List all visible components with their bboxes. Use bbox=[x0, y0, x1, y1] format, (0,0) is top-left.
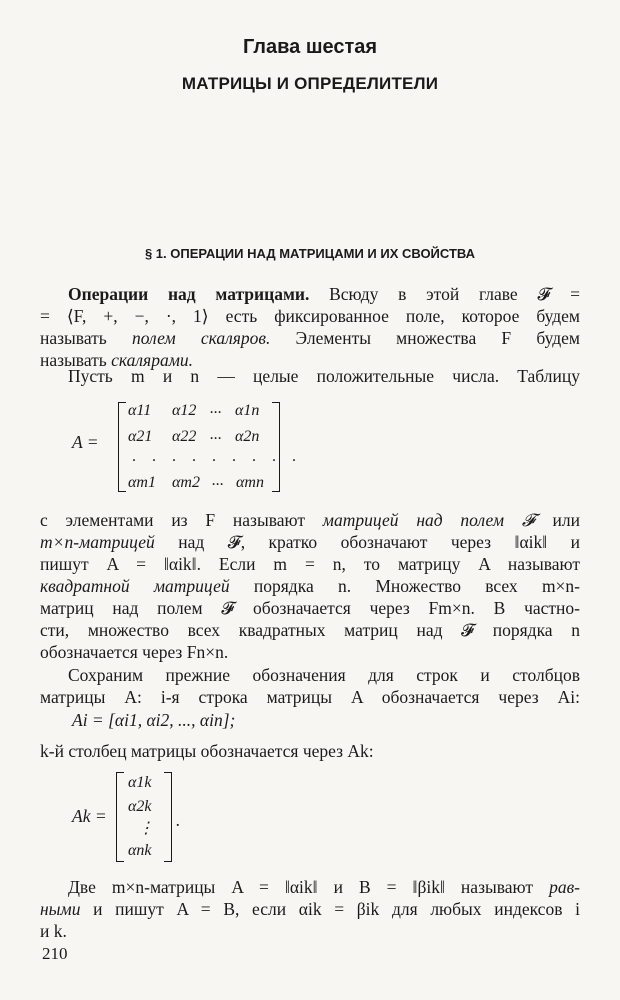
paragraph-5-line-1: k-й столбец матрицы обозначается через Ak: bbox=[40, 741, 374, 761]
matrix-ak-left-bracket bbox=[116, 772, 124, 862]
paragraph-1-line-2: = ⟨F, +, −, ·, 1⟩ есть фиксированное поле, которое будем bbox=[40, 306, 580, 326]
paragraph-1-line-3: называть полем скаляров. Элементы множества F будем bbox=[40, 328, 580, 348]
matrix-cell: ... bbox=[210, 426, 222, 443]
paragraph-3-line-2: m×n-матрицей над 𝓕, кратко обозначают через ‖αik‖ и bbox=[40, 532, 580, 552]
row-formula: Ai = [αi1, αi2, ..., αin]; bbox=[72, 710, 236, 730]
paragraph-4-line-1: Сохраним прежние обозначения для строк и столбцов bbox=[68, 665, 580, 685]
matrix-cell: α2n bbox=[235, 428, 260, 445]
paragraph-1-line-4: называть скалярами. bbox=[40, 350, 193, 370]
chapter-number: Глава шестая bbox=[242, 36, 378, 58]
matrix-cell: α11 bbox=[128, 402, 152, 419]
matrix-a-label: A = bbox=[72, 432, 99, 452]
paragraph-3-line-4: квадратной матрицей порядка n. Множество всех m×n- bbox=[40, 576, 580, 596]
matrix-cell: α2k bbox=[128, 798, 152, 815]
matrix-cell: α21 bbox=[128, 428, 153, 445]
paragraph-1-line-1: Операции над матрицами. Всюду в этой главе 𝓕 = bbox=[68, 284, 580, 304]
paragraph-6-line-2: ными и пишут A = B, если αik = βik для любых индексов i bbox=[40, 899, 580, 919]
matrix-cell: αmn bbox=[236, 474, 264, 491]
matrix-a-left-bracket bbox=[118, 402, 126, 492]
matrix-cell: αnk bbox=[128, 842, 152, 859]
chapter-title: МАТРИЦЫ И ОПРЕДЕЛИТЕЛИ bbox=[181, 74, 439, 93]
matrix-cell: ⋮ bbox=[138, 820, 154, 837]
paragraph-6-line-1: Две m×n-матрицы A = ‖αik‖ и B = ‖βik‖ называют рав- bbox=[68, 877, 580, 897]
matrix-ak-right-bracket bbox=[164, 772, 172, 862]
paragraph-heading: Операции над матрицами. bbox=[68, 284, 310, 304]
paragraph-3-line-5: матриц над полем 𝓕 обозначается через Fm×n. В частно- bbox=[40, 598, 580, 618]
matrix-cell: α22 bbox=[172, 428, 197, 445]
matrix-cell: α1k bbox=[128, 774, 152, 791]
paragraph-3-line-7: обозначается через Fn×n. bbox=[40, 642, 229, 662]
matrix-ak-period: . bbox=[176, 810, 181, 830]
matrix-a-right-bracket bbox=[272, 402, 280, 492]
paragraph-3-line-6: сти, множество всех квадратных матриц над 𝓕 порядка n bbox=[40, 620, 580, 640]
matrix-ak-label: Ak = bbox=[72, 806, 107, 826]
matrix-cell: ... bbox=[210, 400, 222, 417]
matrix-cell: αm1 bbox=[128, 474, 156, 491]
matrix-dots-row: . . . . . . . . . bbox=[132, 448, 302, 465]
paragraph-3-line-1: с элементами из F называют матрицей над полем 𝓕 или bbox=[40, 510, 581, 530]
section-title: § 1. ОПЕРАЦИИ НАД МАТРИЦАМИ И ИХ СВОЙСТВА bbox=[144, 246, 476, 261]
paragraph-4-line-2: матрицы A: i-я строка матрицы A обозначается через Ai: bbox=[40, 687, 580, 707]
page-number: 210 bbox=[42, 944, 68, 963]
paragraph-2-line-1: Пусть m и n — целые положительные числа. Таблицу bbox=[68, 366, 580, 386]
matrix-cell: αm2 bbox=[172, 474, 200, 491]
matrix-cell: α12 bbox=[172, 402, 197, 419]
paragraph-6-line-3: и k. bbox=[40, 921, 67, 941]
matrix-cell: α1n bbox=[235, 402, 260, 419]
paragraph-3-line-3: пишут A = ‖αik‖. Если m = n, то матрицу A называют bbox=[40, 554, 580, 574]
book-page bbox=[40, 0, 580, 1000]
matrix-cell: ... bbox=[212, 472, 224, 489]
